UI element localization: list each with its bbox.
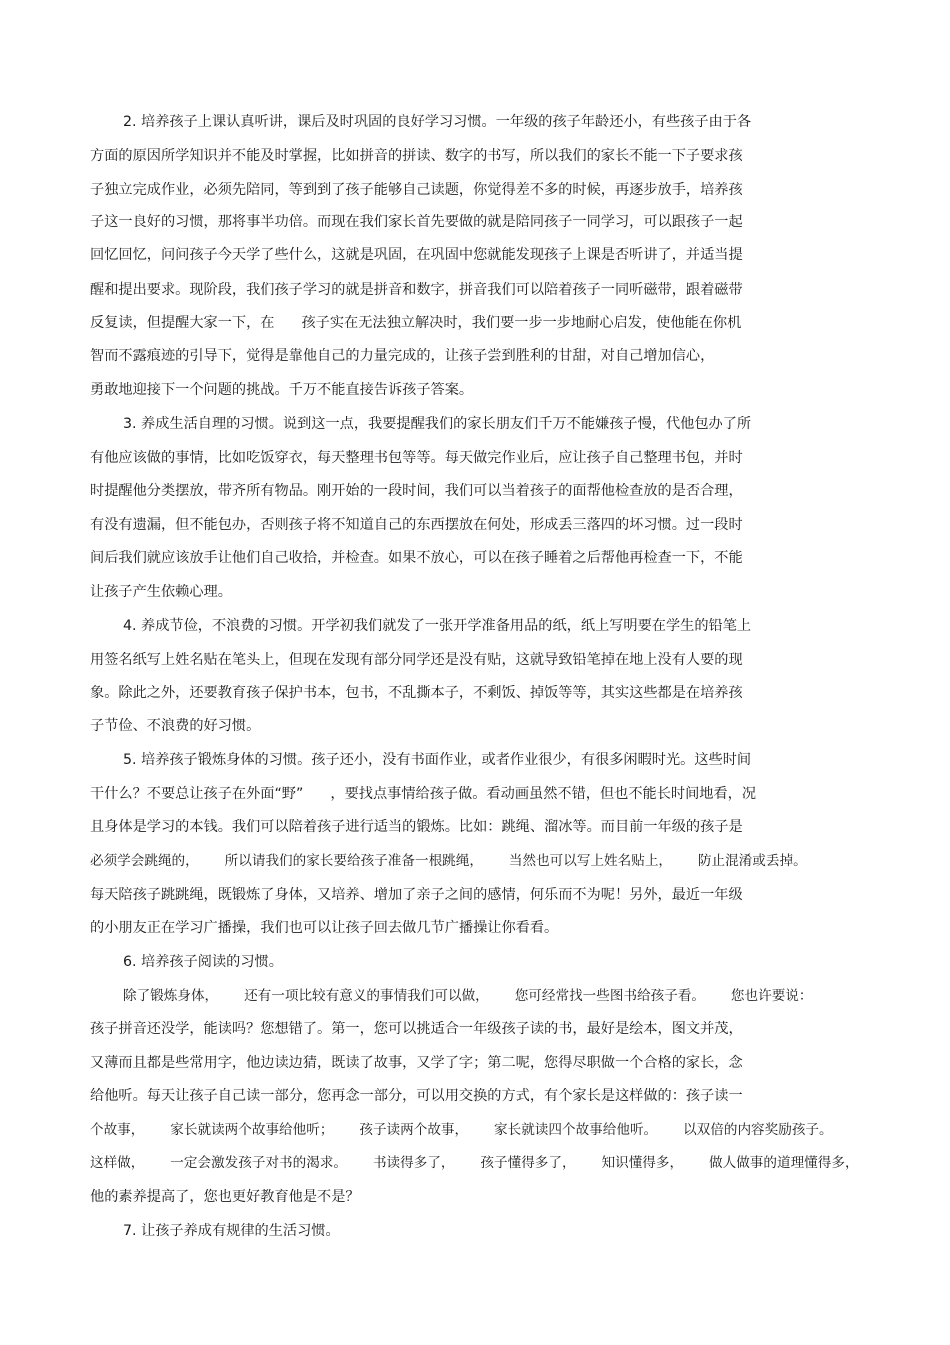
text-line: 他的素养提高了，您也更好教育他是不是？ <box>90 1189 360 1205</box>
text-line: 除了锻炼身体， 还有一项比较有意义的事情我们可以做， 您可经常找一些图书给孩子看。 您也许要说： <box>123 988 813 1004</box>
text-line: 5. 培养孩子锻炼身体的习惯。孩子还小，没有书面作业，或者作业很少，有很多闲暇时光。这些时间 <box>123 752 752 768</box>
text-line: 必须学会跳绳的， 所以请我们的家长要给孩子准备一根跳绳， 当然也可以写上姓名贴上， 防止混淆或丢掉。 <box>90 853 807 869</box>
text-line: 有他应该做的事情，比如吃饭穿衣，每天整理书包等等。每天做完作业后，应让孩子自己整理书包，并时 <box>90 450 743 466</box>
text-line: 干什么？不要总让孩子在外面“野” ，要找点事情给孩子做。看动画虽然不错，但也不能长时间地看，况 <box>90 786 757 802</box>
text-line: 反复读，但提醒大家一下，在 孩子实在无法独立解决时，我们要一步一步地耐心启发，使他能在你机 <box>90 315 742 331</box>
text-line: 时提醒他分类摆放，带齐所有物品。刚开始的一段时间，我们可以当着孩子的面帮他检查放的是否合理， <box>90 483 743 499</box>
text-line: 用签名纸写上姓名贴在笔头上，但现在发现有部分同学还是没有贴，这就导致铅笔掉在地上没有人要的现 <box>90 652 743 668</box>
text-line: 勇敢地迎接下一个问题的挑战。千万不能直接告诉孩子答案。 <box>90 382 474 398</box>
text-line: 回忆回忆，问问孩子今天学了些什么，这就是巩固，在巩固中您就能发现孩子上课是否听讲了，并适当提 <box>90 247 743 263</box>
text-line: 4. 养成节俭，不浪费的习惯。开学初我们就发了一张开学准备用品的纸，纸上写明要在学生的铅笔上 <box>123 618 752 634</box>
text-line: 这样做， 一定会激发孩子对书的渴求。 书读得多了， 孩子懂得多了， 知识懂得多， 做人做事的道理懂得多， <box>90 1155 859 1171</box>
text-line: 有没有遗漏，但不能包办，否则孩子将不知道自己的东西摆放在何处，形成丢三落四的坏习惯。过一段时 <box>90 517 743 533</box>
text-line: 给他听。每天让孩子自己读一部分，您再念一部分，可以用交换的方式，有个家长是这样做的：孩子读一 <box>90 1088 743 1104</box>
text-line: 子节俭、不浪费的好习惯。 <box>90 718 261 734</box>
text-line: 智而不露痕迹的引导下，觉得是靠他自己的力量完成的，让孩子尝到胜利的甘甜，对自己增加信心， <box>90 348 715 364</box>
text-line: 孩子拼音还没学，能读吗？您想错了。第一，您可以挑适合一年级孩子读的书，最好是绘本，图文并茂， <box>90 1021 743 1037</box>
text-line: 子这一良好的习惯，那将事半功倍。而现在我们家长首先要做的就是陪同孩子一同学习，可以跟孩子一起 <box>90 214 743 230</box>
text-line: 象。除此之外，还要教育孩子保护书本，包书，不乱撕本子，不剩饭、掉饭等等，其实这些都是在培养孩 <box>90 685 743 701</box>
text-line: 7. 让孩子养成有规律的生活习惯。 <box>123 1223 340 1239</box>
text-line: 方面的原因所学知识并不能及时掌握，比如拼音的拼读、数字的书写，所以我们的家长不能一下子要求孩 <box>90 148 743 164</box>
text-line: 且身体是学习的本钱。我们可以陪着孩子进行适当的锻炼。比如：跳绳、溜冰等。而目前一年级的孩子是 <box>90 819 743 835</box>
text-line: 让孩子产生依赖心理。 <box>90 584 232 600</box>
text-line: 个故事， 家长就读两个故事给他听； 孩子读两个故事， 家长就读四个故事给他听。 以双倍的内容奖励孩子。 <box>90 1122 833 1138</box>
text-line: 间后我们就应该放手让他们自己收拾，并检查。如果不放心，可以在孩子睡着之后帮他再检查一下，不能 <box>90 550 743 566</box>
text-line: 的小朋友正在学习广播操，我们也可以让孩子回去做几节广播操让你看看。 <box>90 920 559 936</box>
text-line: 6. 培养孩子阅读的习惯。 <box>123 954 283 970</box>
text-line: 每天陪孩子跳跳绳，既锻炼了身体，又培养、增加了亲子之间的感情，何乐而不为呢！另外，最近一年级 <box>90 887 743 903</box>
text-line: 子独立完成作业，必须先陪同，等到到了孩子能够自己读题，你觉得差不多的时候，再逐步放手，培养孩 <box>90 182 743 198</box>
text-line: 3. 养成生活自理的习惯。说到这一点，我要提醒我们的家长朋友们千万不能嫌孩子慢，代他包办了所 <box>123 416 752 432</box>
text-line: 又薄而且都是些常用字，他边读边猜，既读了故事，又学了字；第二呢，您得尽职做一个合格的家长，念 <box>90 1055 743 1071</box>
text-line: 醒和提出要求。现阶段，我们孩子学习的就是拼音和数字，拼音我们可以陪着孩子一同听磁带，跟着磁带 <box>90 282 743 298</box>
text-line: 2. 培养孩子上课认真听讲，课后及时巩固的良好学习习惯。一年级的孩子年龄还小，有些孩子由于各 <box>123 114 752 130</box>
